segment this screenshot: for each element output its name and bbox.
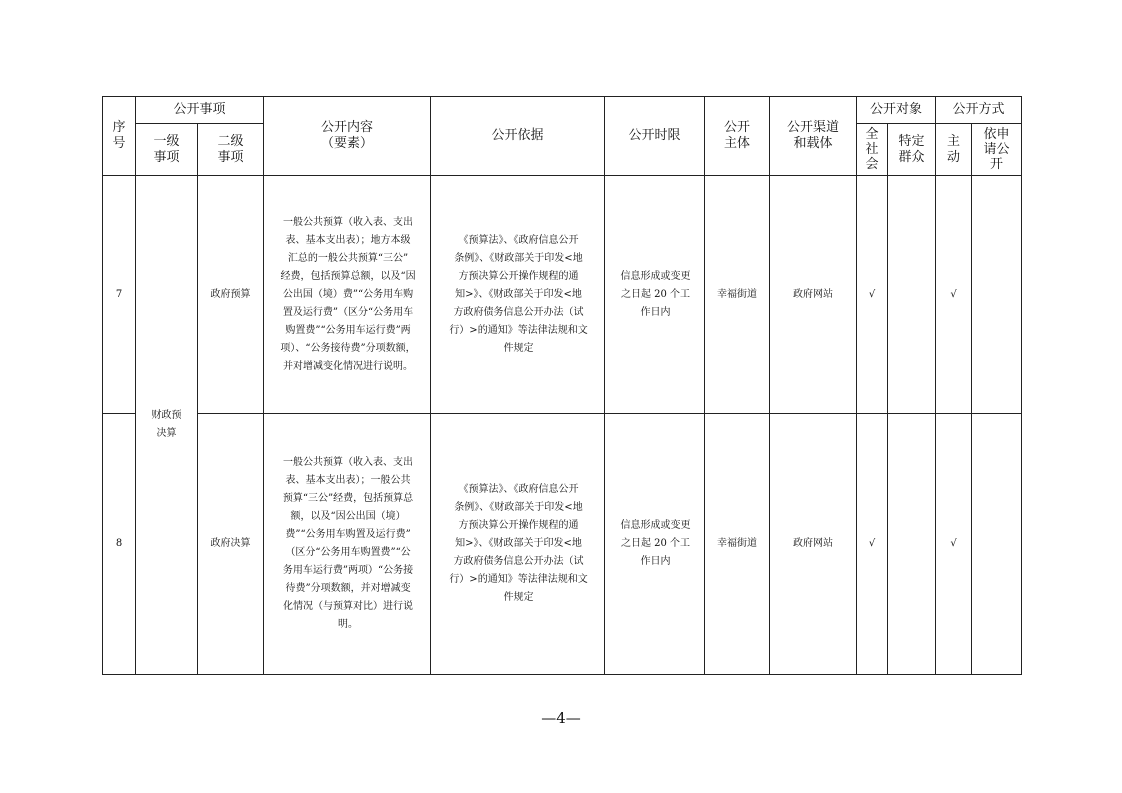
header-level1: 一级 事项 bbox=[136, 124, 198, 176]
row-basis: 《预算法》、《政府信息公开 条例》、《财政部关于印发<地 方预决算公开操作规程的通 知>》、《财政部关于印发<地 方政府债务信息公开办法（试 行）>的通知》等法律法规和文 件规定 bbox=[431, 414, 605, 675]
row-content: 一般公共预算（收入表、支出 表、基本支出表）；地方本级 汇总的一般公共预算“三公” 经费，包括预算总额，以及“因 公出国（境）费”“公务用车购 置及运行费”（区分“公务用车 购置费”“公务用车运行费”两 项）、“公务接待费”分项数额， 并对增减变化情况进行说明。 bbox=[264, 176, 431, 414]
row-target-specific-check bbox=[888, 176, 936, 414]
row-method-apply-check bbox=[972, 176, 1022, 414]
header-row-1 bbox=[103, 97, 1022, 124]
header-target-group: 公开对象 bbox=[857, 97, 936, 124]
header-target-specific: 特定 群众 bbox=[888, 124, 936, 176]
row-method-active-check: √ bbox=[936, 176, 972, 414]
page-number: —4— bbox=[541, 709, 581, 727]
header-channel: 公开渠道 和载体 bbox=[770, 97, 857, 176]
header-target-all: 全 社 会 bbox=[857, 124, 888, 176]
row-level2: 政府决算 bbox=[198, 414, 264, 675]
row-method-active-check: √ bbox=[936, 414, 972, 675]
header-time-limit: 公开时限 bbox=[605, 97, 705, 176]
row-time-limit: 信息形成或变更 之日起 20 个工 作日内 bbox=[605, 176, 705, 414]
header-method-group: 公开方式 bbox=[936, 97, 1022, 124]
row-basis: 《预算法》、《政府信息公开 条例》、《财政部关于印发<地 方预决算公开操作规程的通 知>》、《财政部关于印发<地 方政府债务信息公开办法（试 行）>的通知》等法律法规和文 件规定 bbox=[431, 176, 605, 414]
row-target-all-check: √ bbox=[857, 414, 888, 675]
table-row bbox=[103, 176, 1022, 414]
header-method-active: 主 动 bbox=[936, 124, 972, 176]
row-seq: 8 bbox=[103, 414, 136, 675]
level1-item: 财政预 决算 bbox=[136, 176, 198, 675]
table-row bbox=[103, 414, 1022, 675]
row-seq: 7 bbox=[103, 176, 136, 414]
header-subject: 公开 主体 bbox=[705, 97, 770, 176]
row-subject: 幸福街道 bbox=[705, 176, 770, 414]
header-method-apply: 依申 请公 开 bbox=[972, 124, 1022, 176]
row-target-specific-check bbox=[888, 414, 936, 675]
row-channel: 政府网站 bbox=[770, 176, 857, 414]
header-level2: 二级 事项 bbox=[198, 124, 264, 176]
header-basis: 公开依据 bbox=[431, 97, 605, 176]
row-method-apply-check bbox=[972, 414, 1022, 675]
header-items-group: 公开事项 bbox=[136, 97, 264, 124]
row-time-limit: 信息形成或变更 之日起 20 个工 作日内 bbox=[605, 414, 705, 675]
row-subject: 幸福街道 bbox=[705, 414, 770, 675]
header-content: 公开内容 （要素） bbox=[264, 97, 431, 176]
header-seq: 序 号 bbox=[103, 97, 136, 176]
row-content: 一般公共预算（收入表、支出 表、基本支出表）；一般公共 预算“三公”经费，包括预算总 额，以及“因公出国（境） 费”“公务用车购置及运行费” （区分“公务用车购置费”“公 务用车运行费”两项）“公务接 待费”分项数额，并对增减变 化情况（与预算对比）进行说 明。 bbox=[264, 414, 431, 675]
row-channel: 政府网站 bbox=[770, 414, 857, 675]
disclosure-table bbox=[102, 96, 1022, 675]
row-target-all-check: √ bbox=[857, 176, 888, 414]
row-level2: 政府预算 bbox=[198, 176, 264, 414]
